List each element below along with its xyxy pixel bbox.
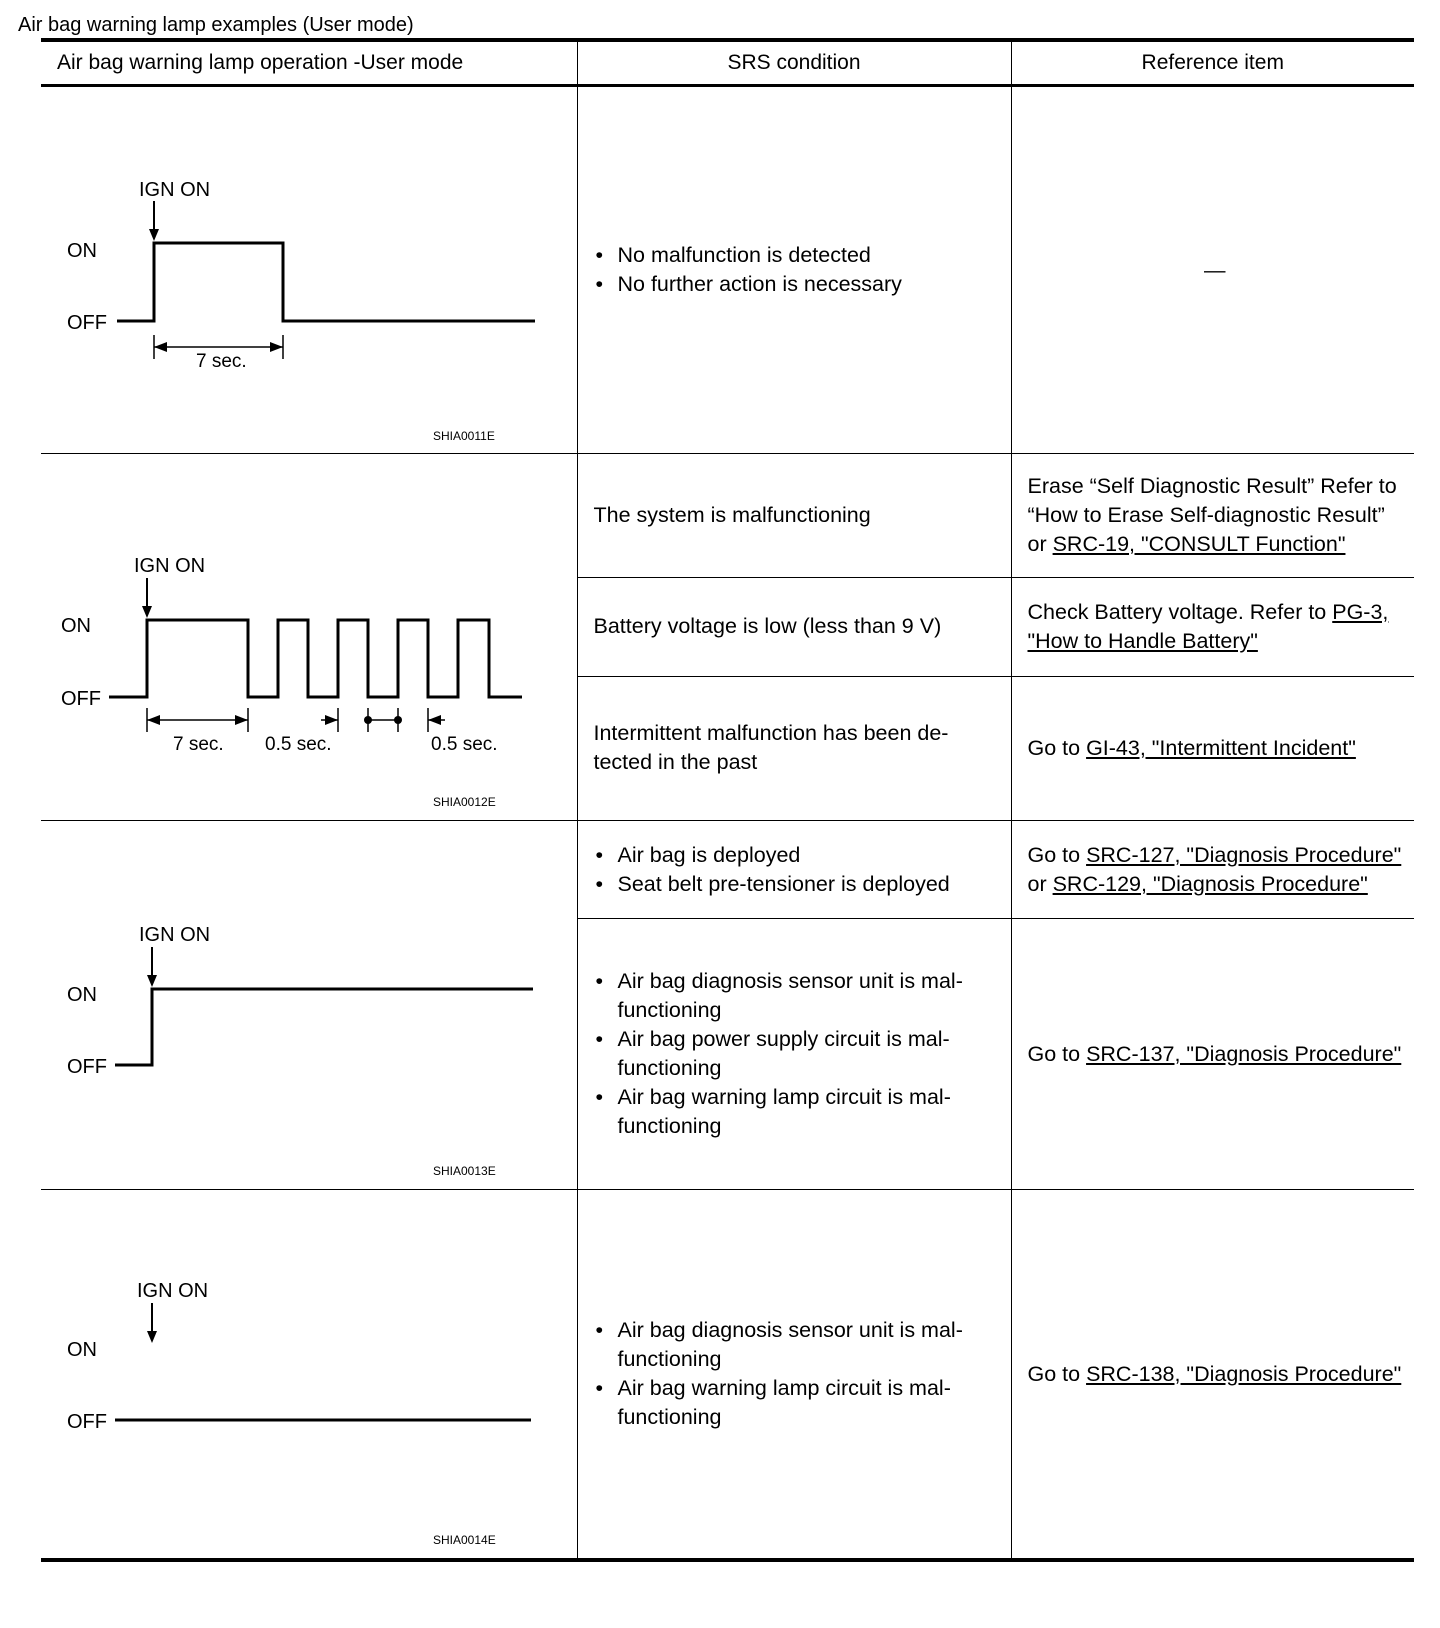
reference-link[interactable]: SRC-19, "CONSULT Function"	[1052, 532, 1346, 557]
list-item: • No further action is necessary	[594, 270, 999, 299]
reference-cell	[1011, 454, 1414, 578]
off-level-label: OFF	[61, 688, 101, 710]
table-caption: Air bag warning lamp examples (User mode)	[18, 14, 414, 36]
reference-link[interactable]: SRC-127, "Diagnosis Procedure"	[1086, 842, 1402, 867]
reference-cell	[1011, 919, 1414, 1190]
reference-cell: —	[1011, 86, 1414, 454]
ign-on-label: IGN ON	[139, 179, 211, 201]
on-level-label: ON	[67, 240, 97, 262]
ign-on-label: IGN ON	[139, 924, 211, 946]
list-item: • Air bag warning lamp circuit is malfunctioning	[594, 1374, 999, 1432]
figure-cell-2	[41, 454, 577, 821]
list-item: • Air bag diagnosis sensor unit is malfunctioning	[594, 967, 999, 1025]
reference-link[interactable]: SRC-129, "Diagnosis Procedure"	[1052, 871, 1368, 896]
reference-cell	[1011, 821, 1414, 919]
duration-label: 7 sec.	[173, 734, 224, 755]
list-item: • Seat belt pre-tensioner is deployed	[594, 870, 999, 899]
srs-condition-cell: The system is malfunctioning	[577, 454, 1011, 578]
list-item: • Air bag is deployed	[594, 841, 999, 870]
table-row	[41, 86, 1414, 454]
header-operation: Air bag warning lamp operation -User mode	[41, 40, 577, 86]
arrow-down-icon	[142, 606, 152, 618]
lamp-timing-diagram-3	[41, 821, 577, 1189]
reference-cell	[1011, 676, 1414, 820]
on-level-label: ON	[67, 984, 97, 1006]
figure-code: SHIA0012E	[433, 795, 496, 809]
reference-text: Go to	[1027, 735, 1087, 760]
duration-label: 0.5 sec.	[431, 734, 498, 755]
arrow-down-icon	[147, 975, 157, 987]
header-row	[41, 40, 1414, 86]
table-row	[41, 1190, 1414, 1561]
lamp-timing-diagram-1	[41, 87, 577, 453]
reference-link[interactable]: SRC-137, "Diagnosis Procedure"	[1086, 1041, 1402, 1066]
off-level-label: OFF	[67, 1411, 107, 1433]
lamp-signal	[109, 620, 522, 697]
condition-list	[594, 841, 999, 899]
list-item: • No malfunction is detected	[594, 241, 999, 270]
figure-code: SHIA0011E	[433, 429, 495, 443]
reference-text: or	[1027, 871, 1053, 896]
lamp-timing-diagram-4	[41, 1190, 577, 1558]
list-item: • Air bag power supply circuit is malfunctioning	[594, 1025, 999, 1083]
list-item: • Air bag warning lamp circuit is malfunctioning	[594, 1083, 999, 1141]
reference-text: Erase “Self Diagnostic Result” Refer to “How to Erase Self-diagnostic Result” or	[1027, 474, 1397, 557]
on-level-label: ON	[67, 1339, 97, 1361]
srs-condition-cell	[577, 821, 1011, 919]
arrow-down-icon	[149, 229, 159, 241]
header-reference-item: Reference item	[1011, 40, 1414, 86]
reference-link[interactable]: SRC-138, "Diagnosis Procedure"	[1086, 1361, 1402, 1386]
table-row	[41, 454, 1414, 578]
srs-condition-cell	[577, 919, 1011, 1190]
list-item: • Air bag diagnosis sensor unit is malfunctioning	[594, 1316, 999, 1374]
figure-cell-1	[41, 86, 577, 454]
srs-condition-cell	[577, 1190, 1011, 1561]
ign-on-label: IGN ON	[137, 1280, 209, 1302]
table-row	[41, 821, 1414, 919]
srs-condition-cell	[577, 86, 1011, 454]
srs-condition-cell: Battery voltage is low (less than 9 V)	[577, 578, 1011, 676]
figure-cell-4	[41, 1190, 577, 1561]
reference-text: Go to	[1027, 1361, 1087, 1386]
figure-code: SHIA0013E	[433, 1164, 496, 1178]
reference-text: Go to	[1027, 1041, 1087, 1066]
lamp-signal	[115, 989, 533, 1065]
arrow-down-icon	[147, 1331, 157, 1343]
lamp-signal	[117, 243, 535, 321]
ign-on-label: IGN ON	[134, 555, 206, 577]
figure-code: SHIA0014E	[433, 1533, 496, 1547]
lamp-timing-diagram-2	[41, 454, 577, 820]
reference-cell	[1011, 578, 1414, 676]
header-srs-condition: SRS condition	[577, 40, 1011, 86]
lamp-examples-table	[41, 38, 1414, 1562]
condition-list	[594, 1316, 999, 1432]
condition-list	[594, 967, 999, 1141]
reference-text: Check Battery voltage. Refer to	[1027, 599, 1333, 624]
reference-link[interactable]: PG-3, "How to Handle Battery"	[1027, 599, 1389, 653]
reference-link[interactable]: GI-43, "Intermittent Incident"	[1086, 735, 1356, 760]
condition-list	[594, 241, 999, 299]
reference-text: Go to	[1027, 842, 1087, 867]
off-level-label: OFF	[67, 1056, 107, 1078]
reference-cell	[1011, 1190, 1414, 1561]
figure-cell-3	[41, 821, 577, 1190]
duration-label: 0.5 sec.	[265, 734, 332, 755]
on-level-label: ON	[61, 615, 91, 637]
off-level-label: OFF	[67, 312, 107, 334]
duration-label: 7 sec.	[196, 351, 247, 372]
srs-condition-cell: Intermittent malfunction has been detected in the past	[577, 676, 1011, 820]
